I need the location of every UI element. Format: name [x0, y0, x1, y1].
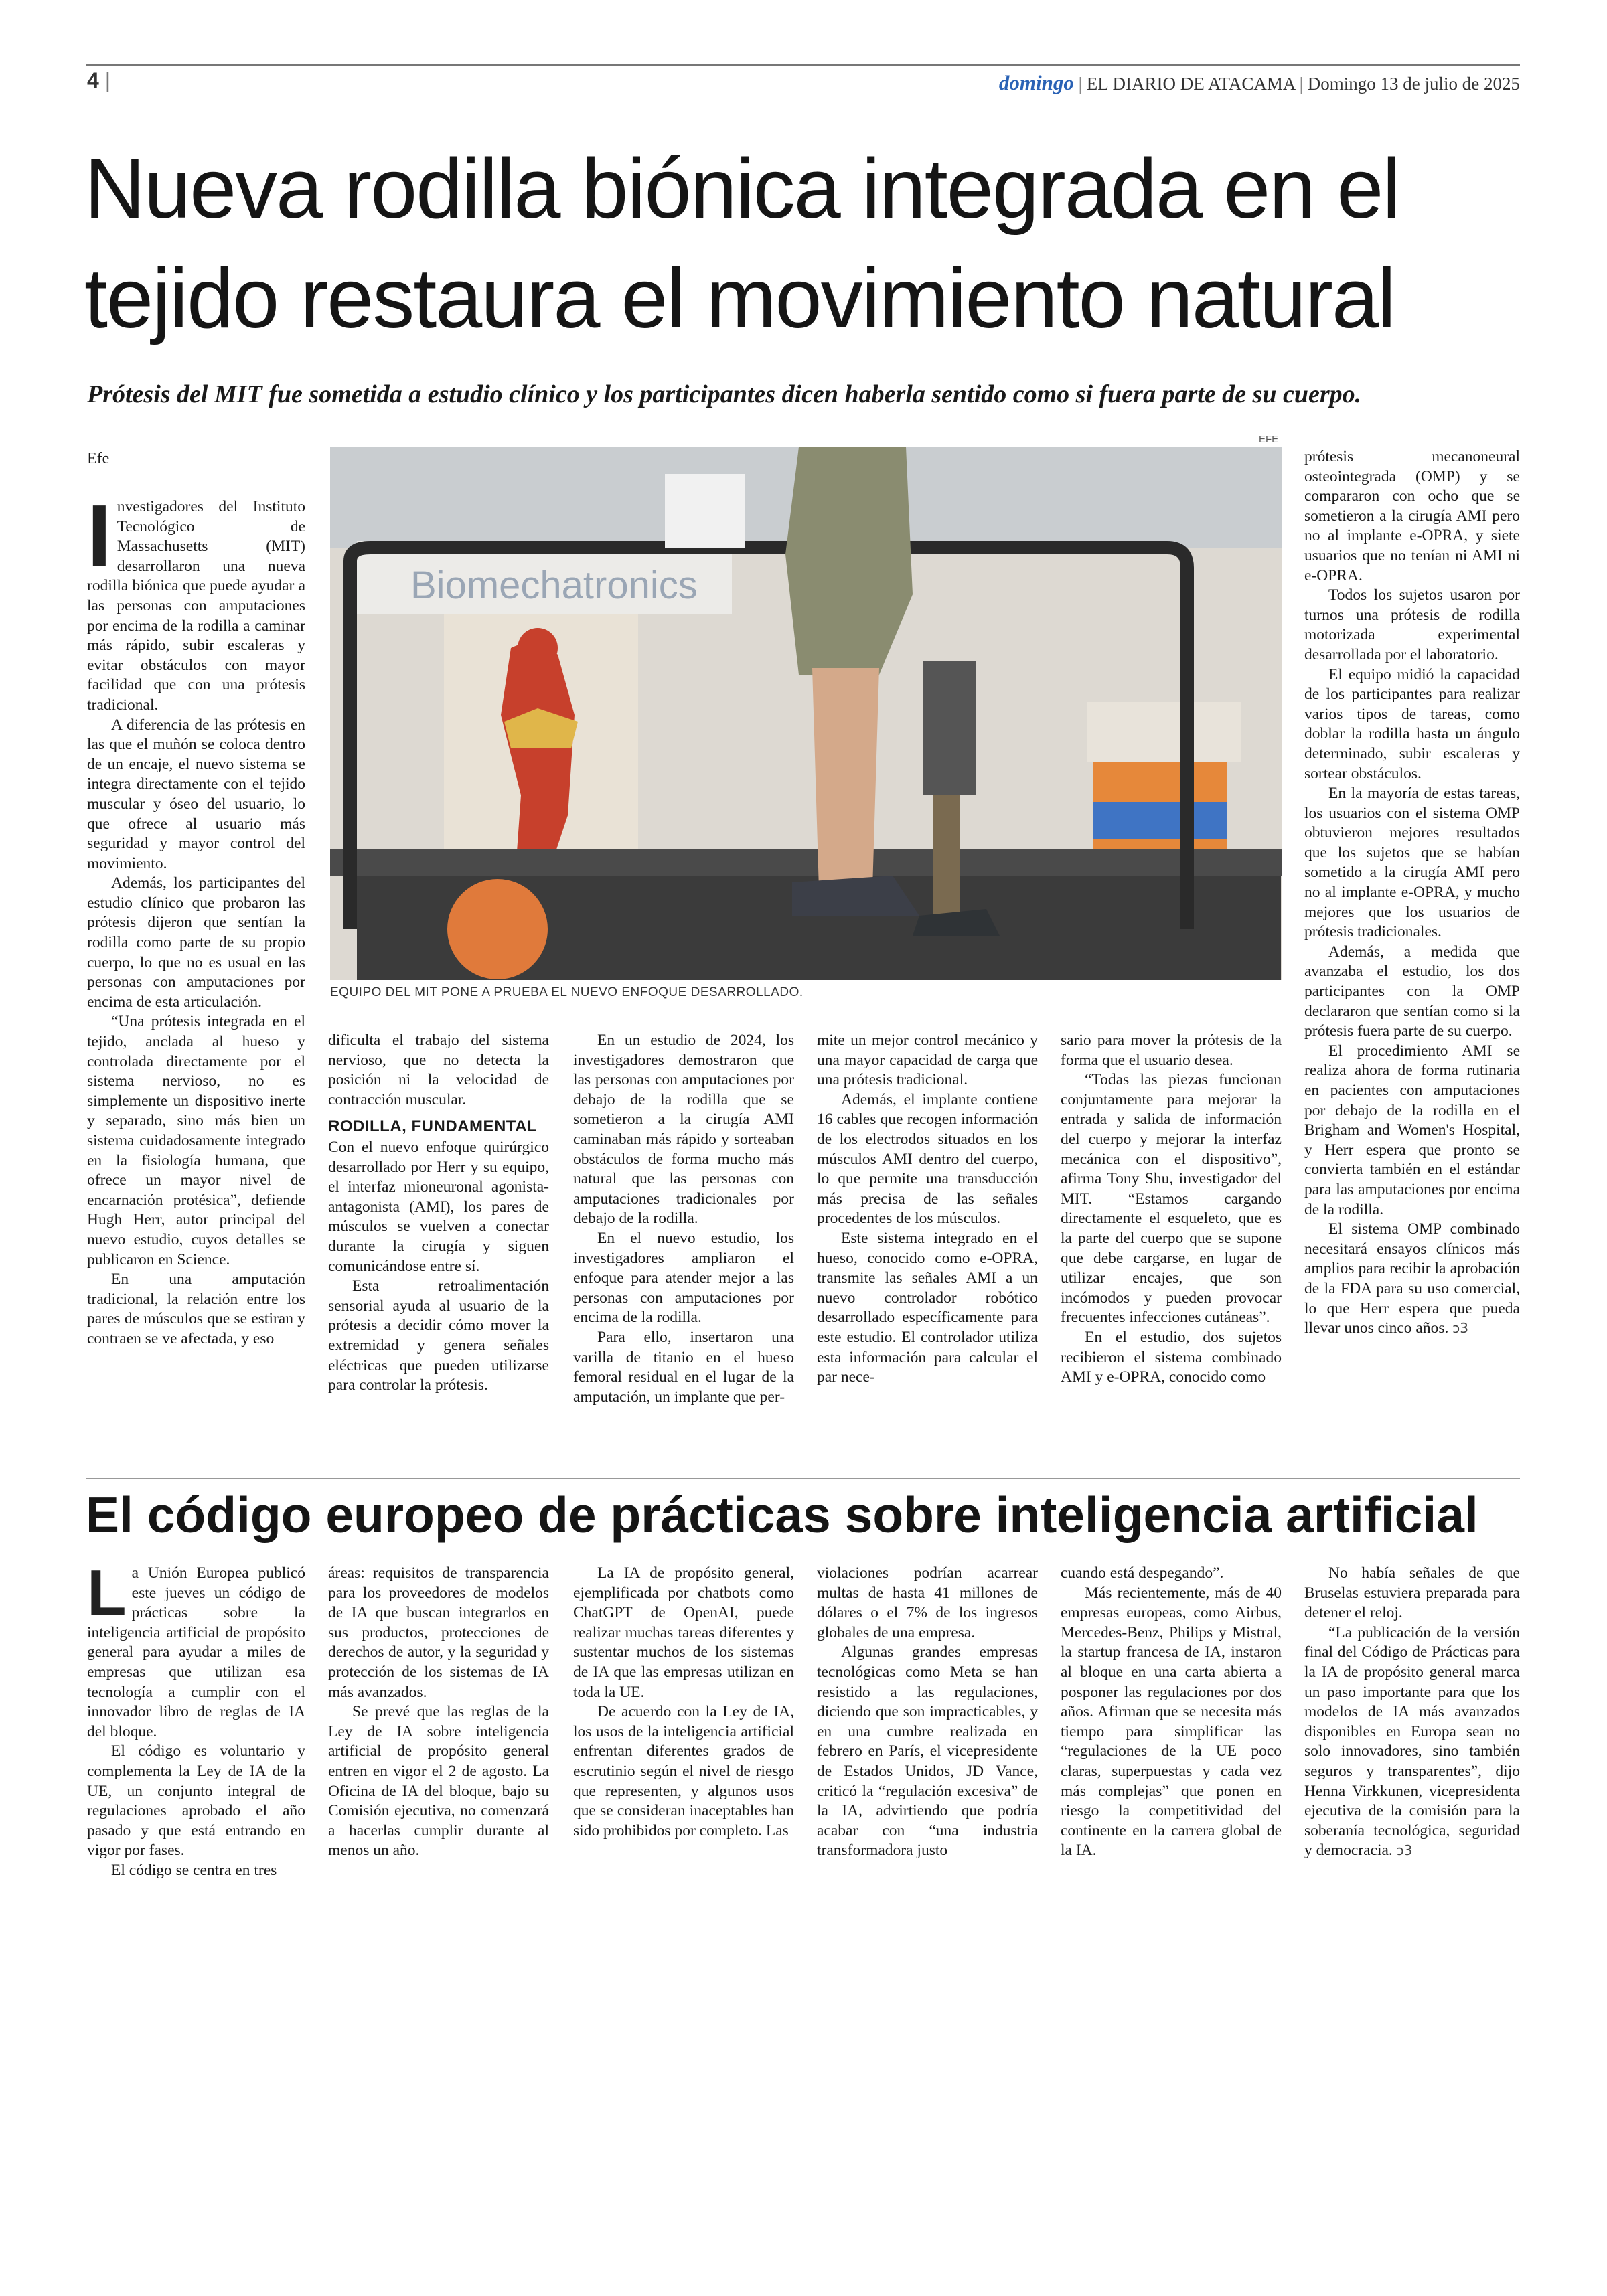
masthead: domingo | EL DIARIO DE ATACAMA | Domingo 13 de julio de 2025	[998, 71, 1520, 94]
paragraph	[1304, 1220, 1520, 1339]
paragraph: Esta retroalimentación sensorial ayuda al usuario de la prótesis a decidir cómo mover la extremidad y genera señales eléctricas que pueden utilizarse para controlar la prótesis.	[328, 1277, 549, 1394]
paragraph: nvestigadores del Instituto Tecnológico de Massachusetts (MIT) desarrollaron una nueva rodilla biónica que puede ayudar a las personas con amputaciones por encima de la rodilla a caminar más rápido, subir escaleras y evitar obstáculos con mayor facilidad que con una prótesis tradicional.	[87, 498, 305, 714]
article-photo	[330, 447, 1282, 980]
paragraph: Algunas grandes empresas tecnológicas como Meta se han resistido a las regulaciones, diciendo que son impracticables, y en una cumbre realizada en febrero en París, el vicepresidente de Estados Unidos, JD Vance, criticó la “regulación excesiva” de la IA, advirtiendo que podría acabar con “una industria transformadora justo	[817, 1643, 1038, 1860]
paragraph: dificulta el trabajo del sistema nervioso, que no detecta la posición ni la velocidad de contracción muscular.	[328, 1032, 549, 1109]
paragraph: En un estudio de 2024, los investigadores demostraron que las personas con amputaciones por debajo de la rodilla que se sometieron a la cirugía AMI caminaban más rápido y sorteaban obstáculos de forma mucho más natural que las personas con amputaciones tradicionales por debajo de la rodilla.	[573, 1032, 794, 1228]
paragraph: mite un mejor control mecánico y una mayor capacidad de carga que una prótesis tradicional.	[817, 1032, 1038, 1089]
article-2-column-1	[87, 1557, 305, 1881]
paragraph: sario para mover la prótesis de la forma que el usuario desea.	[1061, 1032, 1282, 1069]
paragraph: áreas: requisitos de transparencia para los proveedores de modelos de IA que buscan integrarlos en sus productos, protecciones de derechos de autor, y la seguridad y protección de los sistemas de IA más avanzados.	[328, 1564, 549, 1701]
paragraph: En una amputación tradicional, la relación entre los pares de músculos que se estiran y contraen se ve afectada, y eso	[87, 1270, 305, 1347]
article-1-column-5	[1061, 1031, 1282, 1388]
paragraph: Todos los sujetos usaron por turnos una prótesis de rodilla motorizada experimental desarrollada por el laboratorio.	[1304, 586, 1520, 663]
paragraph: Se prevé que las reglas de la Ley de IA sobre inteligencia artificial de propósito general entren en vigor el 2 de agosto. La Oficina de IA del bloque, bajo su Comisión ejecutiva, no comenzará a hacerlas cumplir durante al menos un año.	[328, 1703, 549, 1860]
paragraph: En la mayoría de estas tareas, los usuarios con el sistema OMP obtuvieron mejores resultados que los sujetos que se habían sometido a la cirugía AMI pero no al implante e-OPRA, y mucho mejores que los usuarios de prótesis tradicionales.	[1304, 785, 1520, 941]
masthead-date: Domingo 13 de julio de 2025	[1307, 74, 1520, 94]
dropcap: L	[87, 1557, 127, 1629]
article-2-column-2	[328, 1564, 549, 1861]
article-1-column-6	[1304, 447, 1520, 1339]
masthead-newspaper: EL DIARIO DE ATACAMA	[1086, 74, 1295, 94]
paragraph: Más recientemente, más de 40 empresas europeas, como Airbus, Mercedes-Benz, Philips y Mistral, la startup francesa de IA, instaron al bloque en una carta abierta a posponer las regulaciones por dos años. Afirman que se necesita más tiempo para simplificar las “regulaciones de la UE poco claras, superpuestas y cada vez más complejas” que ponen en riesgo la competitividad del continente en la carrera global de la IA.	[1061, 1584, 1282, 1860]
article-1-column-2	[328, 1031, 549, 1396]
paragraph: El procedimiento AMI se realiza ahora de forma rutinaria en pacientes con amputaciones por debajo de la rodilla en el Brigham and Women's Hospital, y Herr espera que pronto se convierta también en el estándar para las amputaciones por encima de la rodilla.	[1304, 1042, 1520, 1218]
article-1-column-4	[817, 1031, 1038, 1388]
paragraph: La IA de propósito general, ejemplificada por chatbots como ChatGPT de OpenAI, puede realizar muchas tareas diferentes y sustentar muchos de los sistemas de IA que las empresas utilizan en toda la UE.	[573, 1564, 794, 1701]
photo-illustration	[330, 447, 1282, 980]
paragraph: a Unión Europea publicó este jueves un código de prácticas sobre la inteligencia artificial de propósito general para ayudar a miles de empresas que utilizan esa tecnología a cumplir con el innovador libro de reglas de IA del bloque.	[87, 1564, 305, 1740]
paragraph: Además, a medida que avanzaba el estudio, los dos participantes con la OMP declararon que sentían como si la prótesis fuera parte de su cuerpo.	[1304, 942, 1520, 1040]
paragraph: En el estudio, dos sujetos recibieron el sistema combinado AMI y e-OPRA, conocido como	[1061, 1328, 1282, 1386]
photo-caption: EQUIPO DEL MIT PONE A PRUEBA EL NUEVO ENFOQUE DESARROLLADO.	[330, 985, 804, 999]
article-2-column-4	[817, 1564, 1038, 1861]
paragraph: “Una prótesis integrada en el tejido, anclada al hueso y controlada directamente por el sistema nervioso, no es simplemente un dispositivo inerte y separado, sino más bien un sistema cuidadosamente integrado en la fisiología humana, que ofrece un mayor nivel de encarnación protésica”, defiende Hugh Herr, autor principal del nuevo estudio, cuyos detalles se publicaron en Science.	[87, 1013, 305, 1268]
end-mark-icon: ↄ3	[1396, 1842, 1413, 1859]
paragraph: Este sistema integrado en el hueso, conocido como e-OPRA, transmite las señales AMI a un nuevo controlador robótico desarrollado específicamente para este estudio. El controlador utiliza esta información para calcular el par nece-	[817, 1229, 1038, 1386]
article-separator	[86, 1478, 1520, 1479]
photo-credit: EFE	[1259, 434, 1279, 445]
article-2-column-6	[1304, 1564, 1520, 1861]
paragraph: No había señales de que Bruselas estuviera preparada para detener el reloj.	[1304, 1564, 1520, 1622]
paragraph: “Todas las piezas funcionan conjuntamente para mejorar la entrada y salida de información del cuerpo y mejorar la interfaz mecánica con el dispositivo”, afirma Tony Shu, investigador del MIT. “Estamos cargando directamente el esqueleto, que es la parte del cuerpo que se supone que debe cargarse, en lugar de utilizar encajes, que son incómodos y pueden provocar frecuentes infecciones cutáneas”.	[1061, 1071, 1282, 1327]
subheading: RODILLA, FUNDAMENTAL	[328, 1117, 538, 1136]
paragraph: El código se centra en tres	[111, 1861, 277, 1879]
paragraph: De acuerdo con la Ley de IA, los usos de la inteligencia artificial enfrentan diferentes grados de escrutinio según el nivel de riesgo que representen, y algunos usos que se consideran inaceptables han sido prohibidos por completo. Las	[573, 1703, 794, 1839]
paragraph: El código es voluntario y complementa la Ley de IA de la UE, un conjunto integral de regulaciones aprobado el año pasado y que está entrando en vigor por fases.	[87, 1742, 305, 1860]
paragraph: Además, los participantes del estudio clínico que probaron las prótesis dijeron que sentían la rodilla como parte de su propio cuerpo, lo que no es usual en las personas con amputaciones por encima de esta articulación.	[87, 874, 305, 1011]
article-1-column-3	[573, 1031, 794, 1407]
paragraph: Con el nuevo enfoque quirúrgico desarrollado por Herr y su equipo, el interfaz mioneuronal agonista-antagonista (AMI), los pares de músculos se vuelven a conectar durante la cirugía y siguen comunicándose entre sí.	[328, 1138, 549, 1275]
header-top-rule	[86, 64, 1520, 66]
article-2-headline: El código europeo de prácticas sobre inteligencia artificial	[86, 1487, 1478, 1543]
lab-sign-text: Biomechatronics	[410, 564, 698, 607]
dropcap: I	[87, 487, 112, 585]
article-1-subtitle: Prótesis del MIT fue sometida a estudio clínico y los participantes dicen haberla sentido como si fuera parte de su cuerpo.	[87, 380, 1362, 408]
byline: Efe	[87, 450, 110, 467]
masthead-brand: domingo	[998, 71, 1074, 94]
article-1-headline	[84, 134, 1524, 353]
headline-line-2: tejido restaura el movimiento natural	[84, 251, 1395, 345]
page-number: 4 |	[87, 68, 110, 92]
paragraph: cuando está despegando”.	[1061, 1564, 1224, 1582]
paragraph: prótesis mecanoneural osteointegrada (OMP) y se compararon con ocho que se sometieron a la cirugía AMI pero no al implante e-OPRA, y siete usuarios que no tenían ni AMI ni e-OPRA.	[1304, 448, 1520, 584]
paragraph: Además, el implante contiene 16 cables que recogen información de los electrodos situados en los músculos AMI dentro del cuerpo, lo que permite una transducción más precisa de las señales procedentes de los músculos.	[817, 1090, 1038, 1228]
article-2-column-3	[573, 1564, 794, 1841]
paragraph-text: El sistema OMP combinado necesitará ensayos clínicos más amplios para recibir la aprobación de la FDA para su uso comercial, lo que Herr espera que pueda llevar unos cinco años.	[1304, 1220, 1520, 1337]
headline-line-1: Nueva rodilla biónica integrada en el	[84, 141, 1400, 236]
article-2-column-5	[1061, 1564, 1282, 1861]
paragraph: violaciones podrían acarrear multas de hasta 41 millones de dólares o el 7% de los ingresos globales de una empresa.	[817, 1564, 1038, 1641]
end-mark-icon: ↄ3	[1452, 1320, 1468, 1337]
article-1-column-1	[87, 487, 305, 1349]
paragraph: El equipo midió la capacidad de los participantes para realizar varios tipos de tareas, como doblar la rodilla hasta un ángulo determinado, subir escaleras y sortear obstáculos.	[1304, 665, 1520, 783]
paragraph: Para ello, insertaron una varilla de titanio en el hueso femoral residual en el lugar de la amputación, un implante que per-	[573, 1328, 794, 1406]
paragraph: En el nuevo estudio, los investigadores ampliaron el enfoque para atender mejor a las personas con amputaciones por encima de la rodilla.	[573, 1229, 794, 1327]
paragraph: A diferencia de las prótesis en las que el muñón se coloca dentro de un encaje, el nuevo sistema se integra directamente con el tejido muscular y óseo del usuario, lo que ofrece al usuario más seguridad y mayor control del movimiento.	[87, 716, 305, 872]
paragraph-text: “La publicación de la versión final del Código de Prácticas para la IA de propósito general marca un paso importante para que los modelos de IA más avanzados disponibles en Europa sean no solo innovadores, sino también seguros y transparentes”, dijo Henna Virkkunen, vicepresidenta ejecutiva de la comisión para la soberanía tecnológica, seguridad y democracia.	[1304, 1623, 1520, 1860]
paragraph	[1304, 1623, 1520, 1861]
